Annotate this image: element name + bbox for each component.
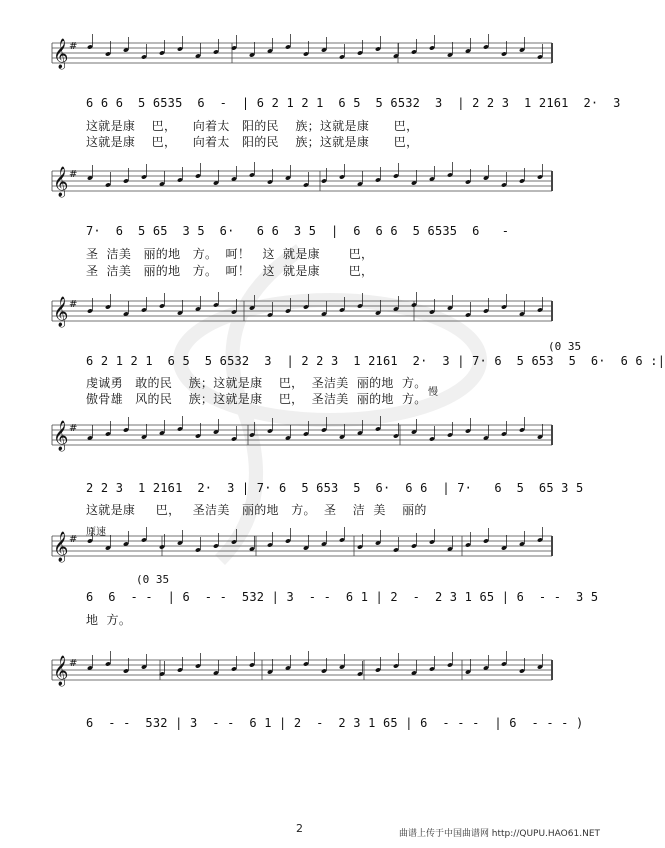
lyrics-line-3b: 傲骨雄 风的民 族；这就是康 巴， 圣洁美 丽的地 方。 — [86, 392, 427, 406]
lyrics-line-2b: 圣 洁美 丽的地 方。 呵！ 这 就是康 巴， — [86, 264, 374, 278]
lyrics-line-4: 这就是康 巴， 圣洁美 丽的地 方。 圣 洁 美 丽的 — [86, 503, 427, 517]
lyrics-line-2a: 圣 洁美 丽的地 方。 呵！ 这 就是康 巴， — [86, 247, 374, 261]
treble-clef-icon: 𝄞 — [53, 297, 69, 327]
pickup-notation-5: (0 35 — [136, 573, 170, 586]
sharp-icon: # — [69, 169, 78, 180]
sharp-icon: # — [69, 299, 78, 310]
pickup-notation-3: (0 35 — [548, 340, 582, 353]
treble-clef-icon: 𝄞 — [53, 656, 69, 686]
lyrics-line-5: 地 方。 — [86, 613, 132, 627]
treble-clef-icon: 𝄞 — [53, 421, 69, 451]
treble-clef-icon: 𝄞 — [53, 39, 69, 69]
sharp-icon: # — [69, 423, 78, 434]
original-tempo-mark: 原速 — [86, 527, 106, 538]
sharp-icon: # — [69, 41, 78, 52]
jianpu-line-4: 2 2 3 1 2161 2· 3 | 7· 6 5 653 5 6· 6 6 | 7· 6 5 65 3 5 — [86, 481, 584, 495]
lyrics-line-1b: 这就是康 巴， 向着太 阳的民 族；这就是康 巴， — [86, 135, 419, 149]
slow-tempo-mark: 慢 — [428, 387, 438, 398]
jianpu-line-2: 7· 6 5 65 3 5 6· 6 6 3 5 | 6 6 6 5 6535 6 - — [86, 224, 510, 238]
sharp-icon: # — [69, 658, 78, 669]
jianpu-line-3: 6 2 1 2 1 6 5 5 6532 3 | 2 2 3 1 2161 2· 3 | 7· 6 5 653 5 6· 6 6 :| — [86, 354, 665, 368]
watermark-text: 曲谱上传于中国曲谱网 http://QUPU.HAO61.NET — [398, 829, 600, 839]
treble-clef-icon: 𝄞 — [53, 167, 69, 197]
treble-clef-icon: 𝄞 — [53, 532, 69, 562]
lyrics-line-1a: 这就是康 巴， 向着太 阳的民 族；这就是康 巴， — [86, 119, 419, 133]
page-number: 2 — [296, 822, 303, 835]
sharp-icon: # — [69, 534, 78, 545]
jianpu-line-5: 6 6 - - | 6 - - 532 | 3 - - 6 1 | 2 - 2 3 1 65 | 6 - - 3 5 — [86, 590, 599, 604]
jianpu-line-6: 6 - - 532 | 3 - - 6 1 | 2 - 2 3 1 65 | 6 - - - | 6 - - - ) — [86, 716, 584, 730]
jianpu-line-1: 6 6 6 5 6535 6 - | 6 2 1 2 1 6 5 5 6532 3 | 2 2 3 1 2161 2· 3 — [86, 96, 621, 110]
lyrics-line-3a: 虔诚勇 敢的民 族；这就是康 巴， 圣洁美 丽的地 方。 — [86, 376, 427, 390]
